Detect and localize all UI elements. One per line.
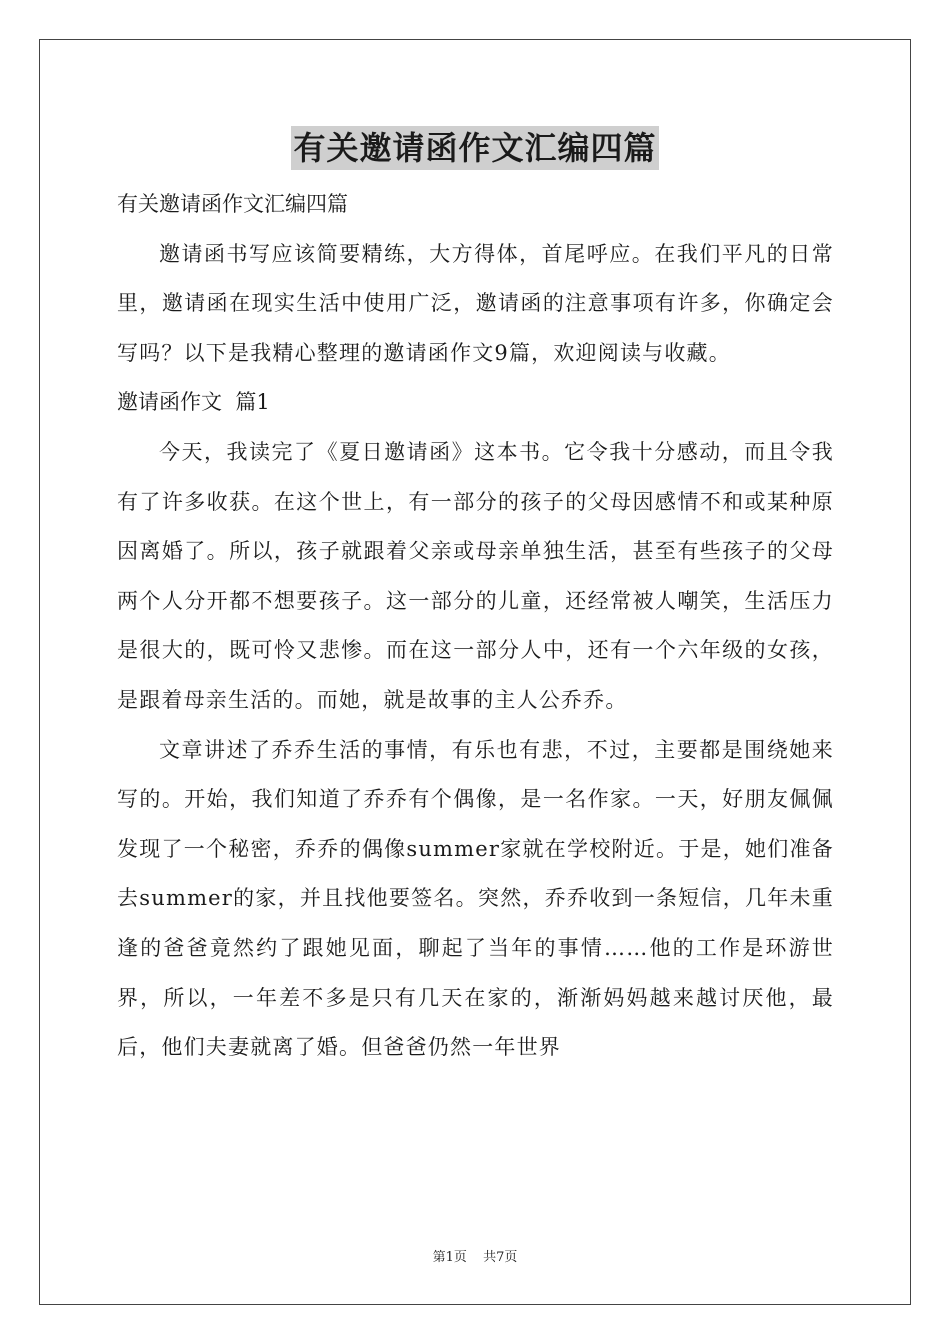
document-subtitle: 有关邀请函作文汇编四篇 <box>117 192 348 216</box>
body-paragraph-2: 文章讲述了乔乔生活的事情，有乐也有悲，不过，主要都是围绕她来写的。开始，我们知道了乔乔有个偶像，是一名作家。一天，好朋友佩佩发现了一个秘密，乔乔的偶像summer家就在学校附近。于是，她们准备去summer的家，并且找他要签名。突然，乔乔收到一条短信，几年未重逢的爸爸竟然约了跟她见面，聊起了当年的事情……他的工作是环游世界，所以，一年差不多是只有几天在家的，渐渐妈妈越来越讨厌他，最后，他们夫妻就离了婚。但爸爸仍然一年世界 <box>117 737 834 1060</box>
document-body <box>117 180 834 1073</box>
document-title: 有关邀请函作文汇编四篇 <box>291 126 658 170</box>
title-container <box>0 126 950 170</box>
section-heading: 邀请函作文 篇1 <box>117 390 270 415</box>
page-footer <box>0 1246 950 1265</box>
body-paragraph-1: 今天，我读完了《夏日邀请函》这本书。它令我十分感动，而且令我有了许多收获。在这个世上，有一部分的孩子的父母因感情不和或某种原因离婚了。所以，孩子就跟着父亲或母亲单独生活，甚至有些孩子的父母两个人分开都不想要孩子。这一部分的儿童，还经常被人嘲笑，生活压力是很大的，既可怜又悲惨。而在这一部分人中，还有一个六年级的女孩，是跟着母亲生活的。而她，就是故事的主人公乔乔。 <box>117 439 834 712</box>
intro-paragraph: 邀请函书写应该简要精练，大方得体，首尾呼应。在我们平凡的日常里，邀请函在现实生活中使用广泛，邀请函的注意事项有许多，你确定会写吗？以下是我精心整理的邀请函作文9篇，欢迎阅读与收藏。 <box>117 241 834 365</box>
page-total: 共7页 <box>483 1250 518 1265</box>
page-number: 第1页 <box>432 1250 467 1265</box>
